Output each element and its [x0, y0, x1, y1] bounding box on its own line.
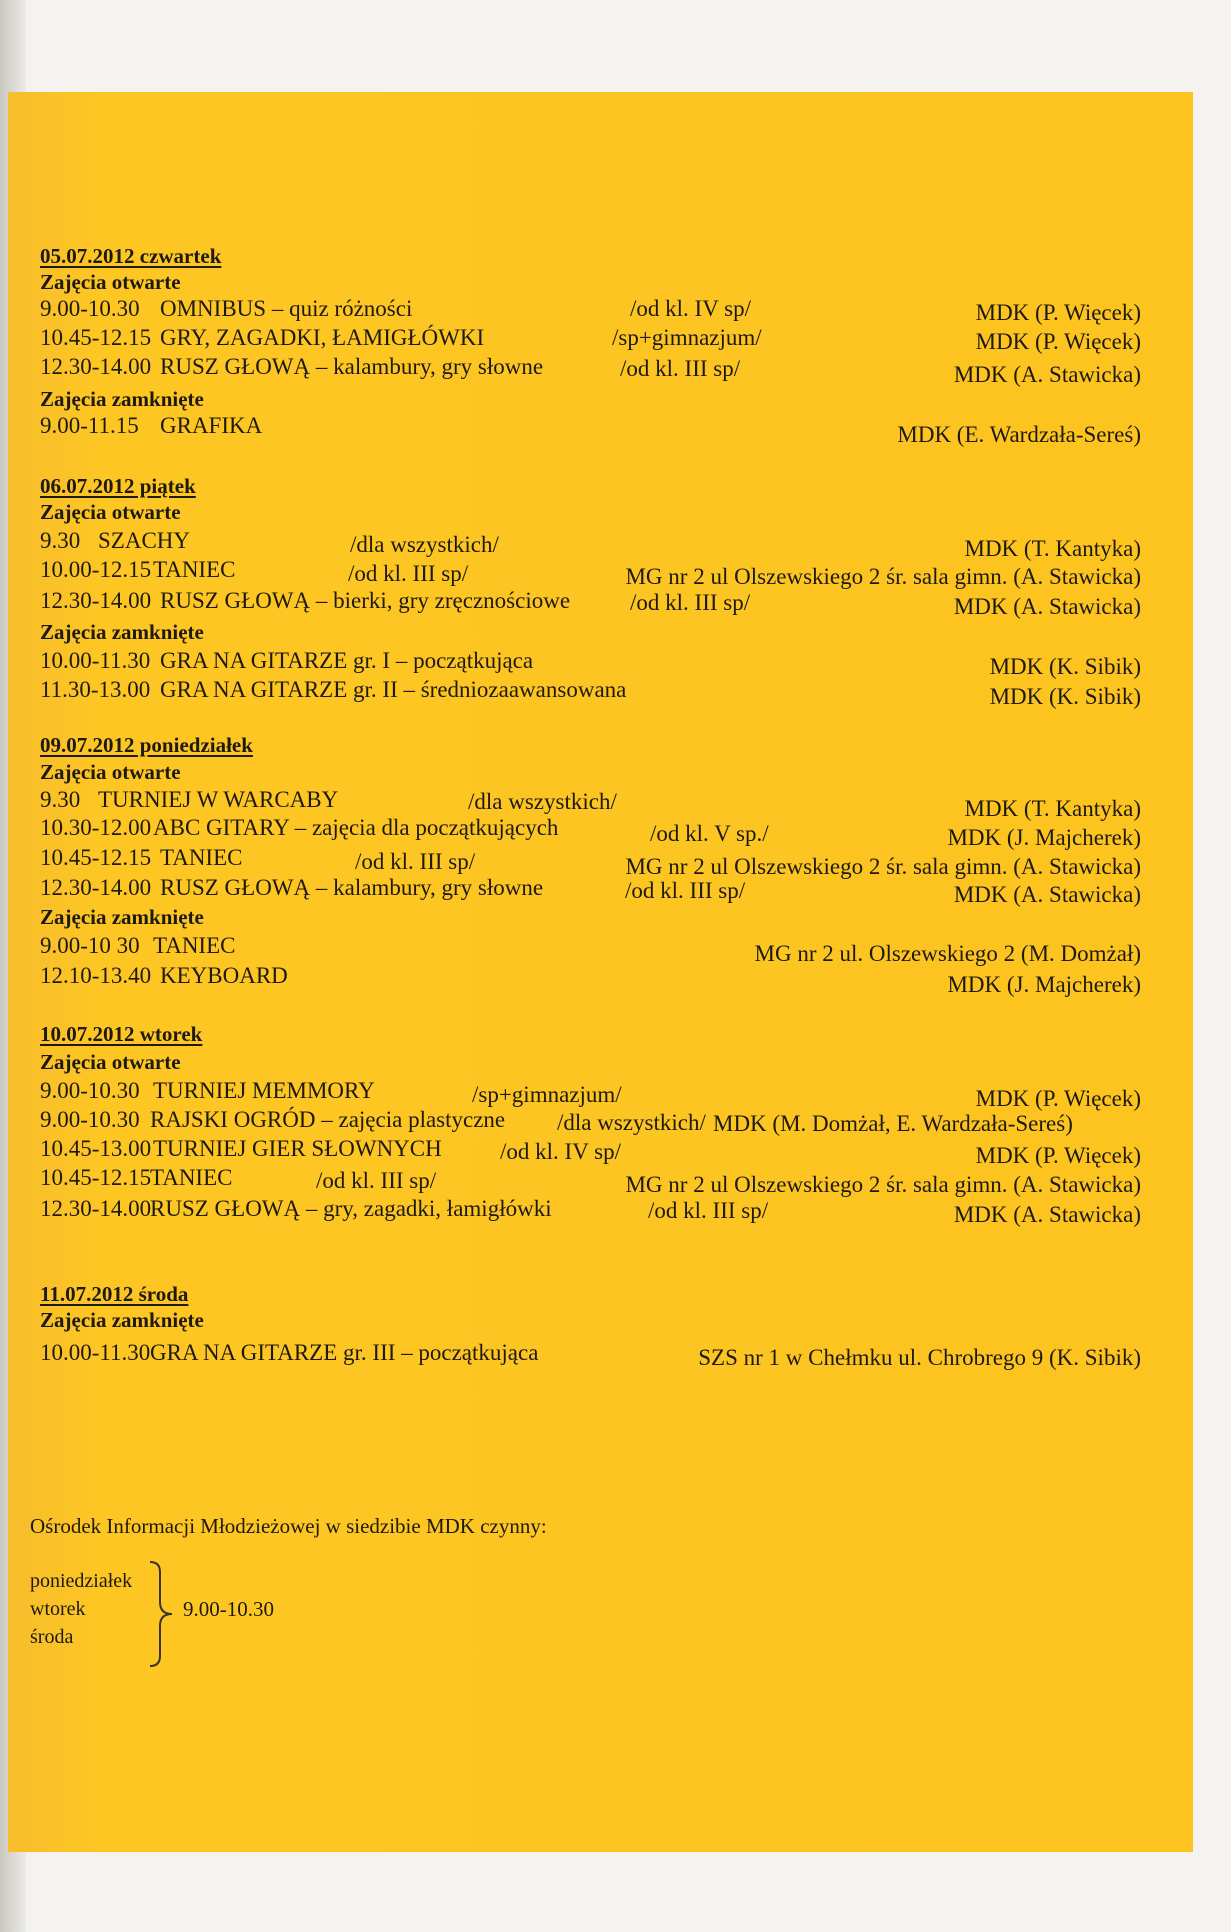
event-time: 12.30-14.00	[40, 875, 152, 900]
event-title: GRA NA GITARZE gr. III – początkująca	[150, 1340, 539, 1365]
event-title: TANIEC	[150, 1165, 233, 1190]
event-title: TANIEC	[160, 845, 243, 870]
event-place: MDK (T. Kantyka)	[964, 796, 1141, 821]
info-day: środa	[30, 1626, 74, 1648]
event-time: 9.00-10.30	[40, 1107, 140, 1132]
event-title: GRA NA GITARZE gr. II – średniozaawansowana	[160, 677, 627, 702]
date-heading: 05.07.2012 czwartek	[40, 244, 222, 268]
open-classes-label: Zajęcia otwarte	[40, 270, 181, 294]
event-time: 10.45-12.15	[40, 845, 152, 870]
event-group: /od kl. III sp/	[348, 561, 469, 586]
event-title: OMNIBUS – quiz różności	[160, 296, 413, 321]
event-time: 10.00-11.30	[40, 1340, 151, 1365]
event-group: /od kl. III sp/	[316, 1168, 437, 1193]
event-place: MDK (P. Więcek)	[975, 329, 1141, 354]
event-title: RUSZ GŁOWĄ – kalambury, gry słowne	[160, 875, 544, 900]
event-group: /od kl. III sp/	[355, 849, 476, 874]
event-time: 12.10-13.40	[40, 963, 152, 988]
info-day: wtorek	[30, 1598, 86, 1620]
event-group: /dla wszystkich/	[350, 532, 499, 557]
event-time: 10.45-12.15	[40, 325, 152, 350]
event-title: TURNIEJ GIER SŁOWNYCH	[153, 1136, 442, 1161]
event-group: /od kl. III sp/	[620, 356, 741, 381]
event-place: MDK (A. Stawicka)	[953, 362, 1141, 387]
event-place: MDK (P. Więcek)	[975, 1086, 1141, 1111]
event-title: GRY, ZAGADKI, ŁAMIGŁÓWKI	[160, 325, 485, 350]
event-title: TURNIEJ MEMMORY	[153, 1078, 375, 1103]
event-title: RUSZ GŁOWĄ – kalambury, gry słowne	[160, 354, 544, 379]
event-time: 9.30	[40, 528, 81, 553]
event-time: 12.30-14.00	[40, 588, 152, 613]
date-heading: 06.07.2012 piątek	[40, 474, 196, 498]
event-place: SZS nr 1 w Chełmku ul. Chrobrego 9 (K. Sibik)	[698, 1345, 1141, 1370]
event-title: RAJSKI OGRÓD – zajęcia plastyczne	[150, 1107, 506, 1132]
event-time: 10.30-12.00	[40, 815, 152, 840]
event-place: MDK (P. Więcek)	[975, 1143, 1141, 1168]
event-title: TANIEC	[153, 557, 236, 582]
youth-info-center-text: Ośrodek Informacji Młodzieżowej w siedzibie MDK czynny:	[30, 1514, 547, 1538]
event-place: MDK (A. Stawicka)	[953, 594, 1141, 619]
closed-classes-label: Zajęcia zamknięte	[40, 387, 204, 411]
event-place: MDK (T. Kantyka)	[964, 536, 1141, 561]
open-classes-label: Zajęcia otwarte	[40, 760, 181, 784]
info-day: poniedziałek	[30, 1570, 133, 1592]
event-time: 9.00-11.15	[40, 413, 139, 438]
curly-brace	[146, 1558, 186, 1670]
event-group: /od kl. III sp/	[648, 1198, 769, 1223]
event-title: GRAFIKA	[160, 413, 263, 438]
event-time: 10.45-13.00	[40, 1136, 152, 1161]
event-title: SZACHY	[98, 528, 191, 553]
event-group: /od kl. IV sp/	[630, 296, 751, 321]
event-group: /od kl. V sp./	[650, 821, 769, 846]
event-time: 12.30-14.00	[40, 354, 152, 379]
event-place: MDK (J. Majcherek)	[947, 825, 1141, 850]
event-place: MDK (A. Stawicka)	[953, 882, 1141, 907]
closed-classes-label: Zajęcia zamknięte	[40, 620, 204, 644]
event-place: MG nr 2 ul Olszewskiego 2 śr. sala gimn. (A. Stawicka)	[625, 1172, 1141, 1197]
event-group: /od kl. III sp/	[625, 878, 746, 903]
event-group: /dla wszystkich/	[468, 789, 617, 814]
event-group: /od kl. III sp/	[630, 590, 751, 615]
event-title: KEYBOARD	[160, 963, 288, 988]
event-time: 11.30-13.00	[40, 677, 151, 702]
event-place: MG nr 2 ul Olszewskiego 2 śr. sala gimn. (A. Stawicka)	[625, 854, 1141, 879]
info-hours: 9.00-10.30	[183, 1597, 274, 1621]
event-title: ABC GITARY – zajęcia dla początkujących	[153, 815, 559, 840]
event-place: MDK (A. Stawicka)	[953, 1202, 1141, 1227]
event-group: /od kl. IV sp/	[500, 1139, 621, 1164]
event-place: MG nr 2 ul. Olszewskiego 2 (M. Domżał)	[754, 941, 1141, 966]
event-time: 12.30-14.00	[40, 1196, 152, 1221]
event-place: MDK (M. Domżał, E. Wardzała-Sereś)	[713, 1111, 1073, 1136]
event-place: MDK (K. Sibik)	[989, 684, 1141, 709]
event-group: /sp+gimnazjum/	[472, 1082, 622, 1107]
event-title: TURNIEJ W WARCABY	[98, 787, 339, 812]
date-heading: 09.07.2012 poniedziałek	[40, 733, 253, 757]
event-time: 9.30	[40, 787, 81, 812]
closed-classes-label: Zajęcia zamknięte	[40, 905, 204, 929]
event-title: GRA NA GITARZE gr. I – początkująca	[160, 648, 534, 673]
event-title: RUSZ GŁOWĄ – bierki, gry zręcznościowe	[160, 588, 571, 613]
open-classes-label: Zajęcia otwarte	[40, 500, 181, 524]
event-time: 9.00-10.30	[40, 1078, 140, 1103]
date-heading: 10.07.2012 wtorek	[40, 1022, 203, 1046]
closed-classes-label: Zajęcia zamknięte	[40, 1308, 204, 1332]
event-place: MDK (E. Wardzała-Sereś)	[897, 422, 1141, 447]
event-time: 9.00-10.30	[40, 296, 140, 321]
event-place: MDK (K. Sibik)	[989, 654, 1141, 679]
event-time: 10.00-11.30	[40, 648, 151, 673]
event-time: 10.00-12.15	[40, 557, 152, 582]
event-group: /dla wszystkich/	[557, 1110, 706, 1135]
event-title: TANIEC	[153, 933, 236, 958]
event-place: MDK (P. Więcek)	[975, 300, 1141, 325]
event-group: /sp+gimnazjum/	[612, 325, 762, 350]
event-title: RUSZ GŁOWĄ – gry, zagadki, łamigłówki	[150, 1196, 552, 1221]
event-time: 10.45-12.15	[40, 1165, 152, 1190]
open-classes-label: Zajęcia otwarte	[40, 1050, 181, 1074]
event-place: MDK (J. Majcherek)	[947, 972, 1141, 997]
date-heading: 11.07.2012 środa	[40, 1282, 189, 1306]
event-time: 9.00-10 30	[40, 933, 140, 958]
event-place: MG nr 2 ul Olszewskiego 2 śr. sala gimn. (A. Stawicka)	[625, 564, 1141, 589]
